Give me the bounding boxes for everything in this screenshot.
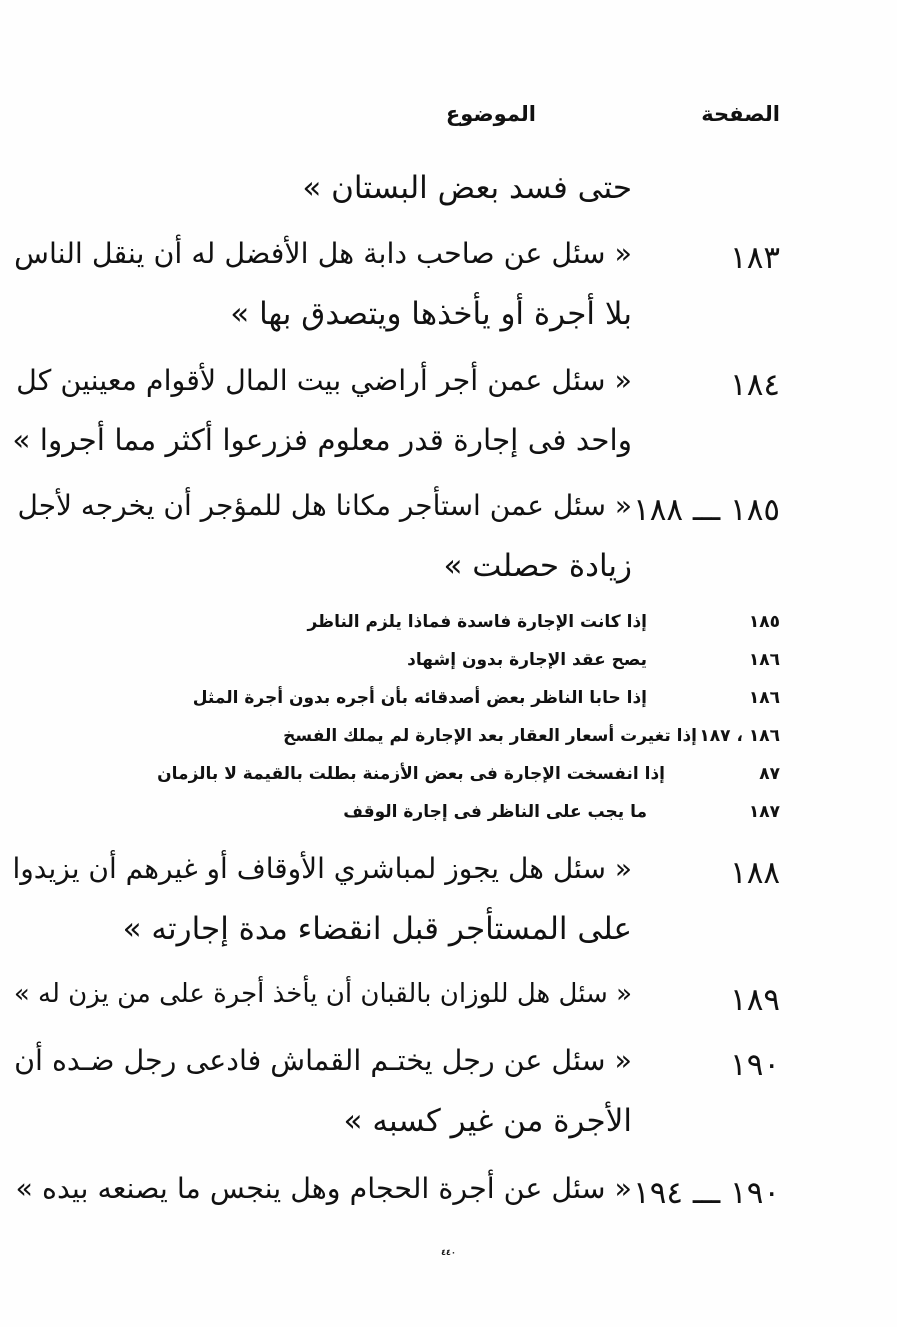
entry-page-number: ١٨٥ ـــ ١٨٨: [633, 492, 780, 528]
subentry-page-number: ٨٧: [759, 764, 780, 784]
entry-line: « سئل عن صاحب دابة هل الأفضل له أن ينقل الناس: [14, 237, 632, 270]
footer-page-number: ٤٤٠: [441, 1248, 456, 1257]
subentry-text: يصح عقد الإجارة بدون إشهاد: [407, 650, 647, 670]
entry-line: « سئل عن أجرة الحجام وهل ينجس ما يصنعه بيده »: [15, 1172, 632, 1205]
entry-line: بلا أجرة أو يأخذها ويتصدق بها »: [230, 296, 632, 332]
entry-line: « سئل هل يجوز لمباشري الأوقاف أو غيرهم أن يزيدوا: [12, 852, 632, 885]
subentry-text: إذا حابا الناظر بعض أصدقائه بأن أجره بدون أجرة المثل: [192, 688, 647, 708]
entry-line: « سئل عمن أجر أراضي بيت المال لأقوام معينين كل: [16, 364, 632, 397]
entry-line: على المستأجر قبل انقضاء مدة إجارته »: [122, 911, 632, 947]
entry-line: الأجرة من غير كسبه »: [343, 1103, 632, 1139]
entry-page-number: ١٨٤: [730, 367, 780, 403]
subentry-page-number: ١٨٦: [748, 688, 780, 708]
subentry-page-number: ١٨٥: [748, 612, 780, 632]
subentry-text: ما يجب على الناظر فى إجارة الوقف: [343, 802, 647, 822]
entry-page-number: ١٩٠ ـــ ١٩٤: [633, 1175, 780, 1211]
topic-column-header: الموضوع: [445, 102, 536, 126]
entry-line: زيادة حصلت »: [443, 548, 632, 584]
entry-line: « سئل عمن استأجر مكانا هل للمؤجر أن يخرجه لأجل: [17, 489, 632, 522]
page-column-header: الصفحة: [701, 102, 780, 126]
subentry-text: إذا انفسخت الإجارة فى بعض الأزمنة بطلت بالقيمة لا بالزمان: [157, 764, 665, 784]
entry-page-number: ١٨٨: [730, 855, 780, 891]
subentry-page-number: ١٨٦ ، ١٨٧: [699, 726, 780, 746]
subentry-text: إذا كانت الإجارة فاسدة فماذا يلزم الناظر: [307, 612, 647, 632]
subentry-page-number: ١٨٦: [748, 650, 780, 670]
subentry-text: إذا تغيرت أسعار العقار بعد الإجارة لم يملك الفسخ: [283, 726, 697, 746]
entry-page-number: ١٨٣: [730, 240, 780, 276]
entry-line: « سئل هل للوزان بالقبان أن يأخذ أجرة على من يزن له »: [13, 979, 632, 1009]
entry-page-number: ١٨٩: [730, 982, 780, 1018]
entry-line: حتى فسد بعض البستان »: [302, 170, 632, 206]
entry-line: « سئل عن رجل يختـم القماش فادعى رجل ضـده أن: [14, 1044, 632, 1077]
entry-line: واحد فى إجارة قدر معلوم فزرعوا أكثر مما أجروا »: [12, 423, 632, 457]
entry-page-number: ١٩٠: [730, 1047, 780, 1083]
subentry-page-number: ١٨٧: [748, 802, 780, 822]
